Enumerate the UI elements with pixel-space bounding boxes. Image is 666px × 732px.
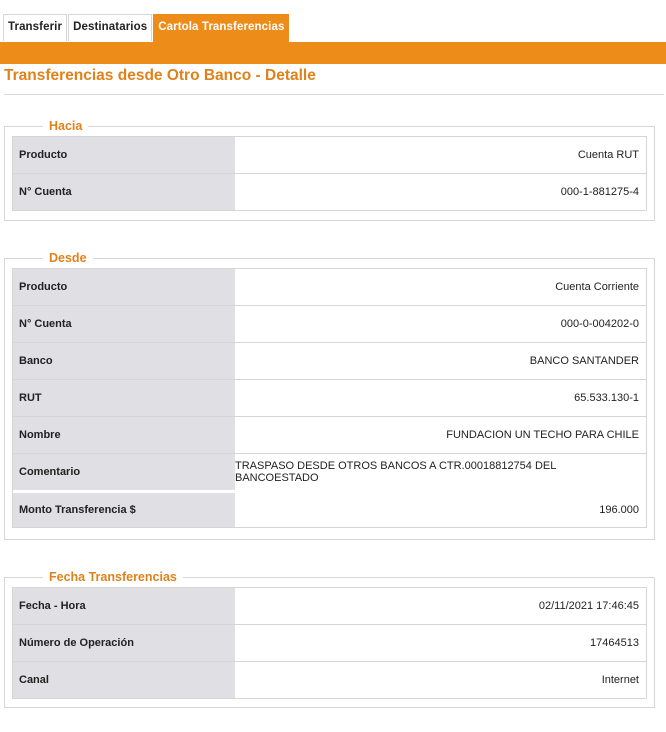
row-label: Producto	[13, 137, 235, 173]
section-hacia-title: Hacia	[43, 118, 88, 134]
section-desde	[4, 251, 655, 540]
row-label: Nombre	[13, 417, 235, 453]
tab-underline-bar	[0, 42, 666, 64]
title-divider	[4, 94, 664, 95]
row-label: N° Cuenta	[13, 174, 235, 210]
table-row	[13, 137, 646, 173]
row-label: RUT	[13, 380, 235, 416]
hacia-table	[12, 136, 647, 211]
row-value: 000-0-004202-0	[560, 318, 639, 330]
row-label: Canal	[13, 662, 235, 698]
table-row	[13, 490, 646, 527]
section-desde-title: Desde	[43, 250, 93, 266]
row-label: N° Cuenta	[13, 306, 235, 342]
row-value: BANCO SANTANDER	[529, 355, 639, 367]
table-row	[13, 269, 646, 305]
table-row	[13, 379, 646, 416]
row-value: 02/11/2021 17:46:45	[538, 600, 639, 612]
row-value: Cuenta RUT	[577, 149, 639, 161]
table-row	[13, 416, 646, 453]
row-value: 17464513	[590, 637, 639, 649]
row-value: 65.533.130-1	[574, 392, 639, 404]
row-label: Número de Operación	[13, 625, 235, 661]
row-value: Cuenta Corriente	[555, 281, 639, 293]
table-row	[13, 453, 646, 490]
section-fecha-title: Fecha Transferencias	[43, 569, 183, 585]
section-hacia	[4, 119, 655, 221]
tab-destinatarios[interactable]: Destinatarios	[68, 14, 152, 41]
row-value: Internet	[601, 674, 639, 686]
table-row	[13, 588, 646, 624]
table-row	[13, 624, 646, 661]
tab-bar	[3, 14, 290, 42]
table-row	[13, 342, 646, 379]
tab-transferir[interactable]: Transferir	[3, 14, 67, 41]
desde-table	[12, 268, 647, 528]
row-value: 196.000	[599, 504, 639, 516]
row-label: Producto	[13, 269, 235, 305]
row-label: Monto Transferencia $	[13, 493, 235, 527]
tab-cartola-transferencias[interactable]: Cartola Transferencias	[153, 14, 289, 42]
table-row	[13, 661, 646, 698]
row-value: FUNDACION UN TECHO PARA CHILE	[446, 429, 639, 441]
row-label: Comentario	[13, 454, 235, 490]
table-row	[13, 173, 646, 210]
section-fecha-transferencias	[4, 570, 655, 708]
table-row	[13, 305, 646, 342]
row-value: TRASPASO DESDE OTROS BANCOS A CTR.00018812754 DEL BANCOESTADO	[235, 460, 556, 484]
row-label: Banco	[13, 343, 235, 379]
row-label: Fecha - Hora	[13, 588, 235, 624]
row-value: 000-1-881275-4	[560, 186, 639, 198]
fecha-table	[12, 587, 647, 699]
page-title: Transferencias desde Otro Banco - Detalle	[4, 67, 316, 84]
